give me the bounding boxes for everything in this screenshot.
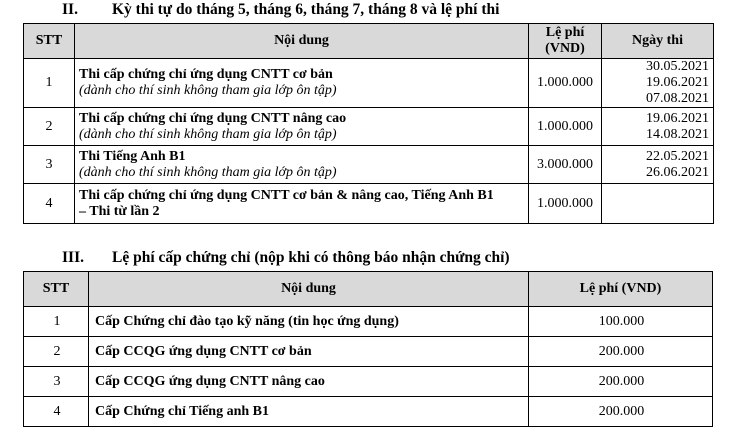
row-dates <box>602 59 714 108</box>
row-title: Thi cấp chứng chỉ ứng dụng CNTT nâng cao <box>79 110 347 126</box>
row-note: (dành cho thí sinh không tham gia lớp ôn tập) <box>79 83 337 98</box>
row-date: 22.05.2021 <box>646 148 709 164</box>
row-stt: 3 <box>24 146 75 184</box>
row-fee: 1.000.000 <box>529 108 602 146</box>
row-fee: 200.000 <box>529 367 713 397</box>
row-date: 30.05.2021 <box>646 59 709 74</box>
header-date: Ngày thi <box>602 24 714 59</box>
row-dates <box>602 184 714 224</box>
row-stt: 1 <box>24 59 75 108</box>
table-row <box>24 307 713 337</box>
header-stt: STT <box>24 24 75 59</box>
row-date: 26.06.2021 <box>646 164 709 180</box>
row-stt: 4 <box>24 397 89 427</box>
table-row <box>24 59 714 108</box>
row-fee: 100.000 <box>529 307 713 337</box>
header-stt: STT <box>24 272 89 307</box>
table-row <box>24 146 714 184</box>
section-3-heading <box>62 249 510 267</box>
row-content <box>75 108 529 146</box>
header-fee-line1: Lệ phí <box>545 25 585 40</box>
row-dates <box>602 108 714 146</box>
section-3-title: Lệ phí cấp chứng chỉ (nộp khi có thông báo nhận chứng chỉ) <box>112 249 510 266</box>
table-row <box>24 108 714 146</box>
header-content: Nội dung <box>75 24 529 59</box>
exam-schedule-table <box>23 23 714 224</box>
row-content: Cấp Chứng chỉ đào tạo kỹ năng (tin học ứng dụng) <box>89 307 529 337</box>
row-content: Cấp CCQG ứng dụng CNTT nâng cao <box>89 367 529 397</box>
row-content <box>75 59 529 108</box>
row-fee: 3.000.000 <box>529 146 602 184</box>
table-row <box>24 367 713 397</box>
row-content <box>75 146 529 184</box>
header-fee-line2: (VND) <box>545 41 585 56</box>
table-header-row <box>24 24 714 59</box>
row-date: 14.08.2021 <box>646 126 709 142</box>
row-note: (dành cho thí sinh không tham gia lớp ôn tập) <box>79 126 337 142</box>
header-content: Nội dung <box>89 272 529 307</box>
row-date: 19.06.2021 <box>646 75 709 90</box>
row-fee: 1.000.000 <box>529 59 602 108</box>
row-content: Cấp Chứng chỉ Tiếng anh B1 <box>89 397 529 427</box>
row-stt: 4 <box>24 184 75 224</box>
row-stt: 2 <box>24 337 89 367</box>
table-row <box>24 337 713 367</box>
row-stt: 1 <box>24 307 89 337</box>
row-stt: 3 <box>24 367 89 397</box>
section-2-numeral: II. <box>62 1 78 18</box>
row-content: Cấp CCQG ứng dụng CNTT cơ bản <box>89 337 529 367</box>
row-date: 07.08.2021 <box>646 91 709 106</box>
row-fee: 1.000.000 <box>529 184 602 224</box>
row-date: 19.06.2021 <box>646 110 709 126</box>
table-row <box>24 184 714 224</box>
row-stt: 2 <box>24 108 75 146</box>
row-fee: 200.000 <box>529 397 713 427</box>
table-header-row <box>24 272 713 307</box>
row-note: (dành cho thí sinh không tham gia lớp ôn tập) <box>79 164 337 180</box>
row-title: Thi cấp chứng chỉ ứng dụng CNTT cơ bản <box>79 67 333 82</box>
section-2-heading <box>62 1 499 19</box>
section-2-title: Kỳ thi tự do tháng 5, tháng 6, tháng 7, tháng 8 và lệ phí thi <box>112 1 500 18</box>
certificate-fee-table <box>23 271 713 427</box>
row-fee: 200.000 <box>529 337 713 367</box>
row-title: Thi Tiếng Anh B1 <box>79 148 186 164</box>
row-content <box>75 184 529 224</box>
row-title-line2: – Thi từ lần 2 <box>79 203 160 219</box>
header-fee: Lệ phí (VND) <box>529 272 713 307</box>
section-3-numeral: III. <box>62 249 84 266</box>
row-title-line1: Thi cấp chứng chỉ ứng dụng CNTT cơ bản & nâng cao, Tiếng Anh B1 <box>79 187 494 203</box>
table-row <box>24 397 713 427</box>
row-dates <box>602 146 714 184</box>
header-fee <box>529 24 602 59</box>
